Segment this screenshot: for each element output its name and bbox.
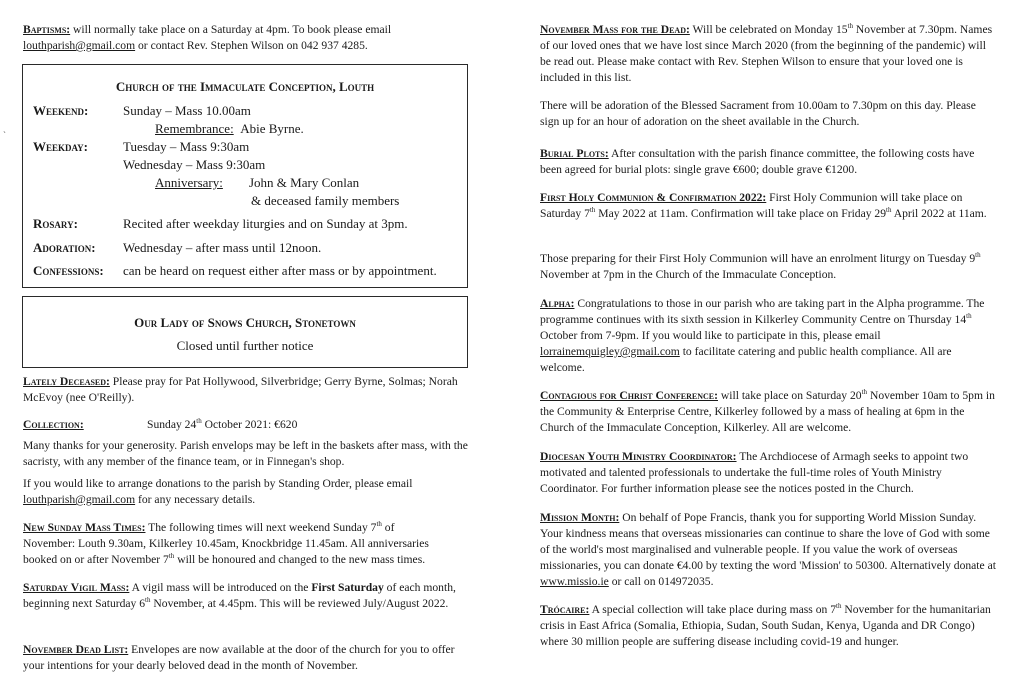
anniversary-label	[155, 175, 223, 191]
burial-plots-notice	[540, 146, 990, 178]
collection-thanks: Many thanks for your generosity. Parish envelops may be left in the baskets after mass, with the sacristy, with any member of the finance team, or in Finnegan's shop.	[23, 439, 468, 468]
vigil-text-2: of each month, beginning next Saturday 6	[23, 581, 456, 610]
box2-subtitle: Closed until further notice	[176, 338, 314, 353]
enrolment-notice	[540, 251, 996, 283]
new-sunday-heading: New Sunday Mass Times:	[23, 521, 146, 534]
standing-order-text: If you would like to arrange donations to the parish by Standing Order, please email	[23, 477, 413, 490]
enrolment-sup: th	[975, 251, 981, 260]
anniversary-label-text: Anniversary:	[155, 175, 223, 190]
mass-dead-heading: November Mass for the Dead:	[540, 23, 690, 36]
dead-list-text: Envelopes are now available at the door of the church for you to offer your intentions for your dearly beloved dead in the month of November.	[23, 643, 455, 672]
alpha-sup: th	[966, 312, 972, 321]
baptisms-notice	[23, 22, 491, 54]
mass-dead-sup: th	[847, 22, 854, 31]
november-dead-list	[23, 642, 465, 674]
contagious-text-1: will take place on Saturday 20	[718, 389, 862, 402]
adoration-text: Wednesday – after mass until 12noon.	[123, 240, 322, 255]
adoration-notice: There will be adoration of the Blessed Sacrament from 10.00am to 7.30pm on this day. Please sign up for an hour of adoration on the sheet available in the Church.	[540, 99, 976, 128]
new-sunday-text-1: The following times will next weekend Sunday 7	[145, 521, 377, 534]
new-sunday-sup-1: th	[376, 520, 382, 529]
mission-text-1: On behalf of Pope Francis, thank you for supporting World Mission Sunday. Your kindness means that overseas missionaries can continue to share the love of God with some of the world's most marginalised and vulnerable people. If you value the work of overseas missionaries, you can donate €4.00 by texting the word 'Mission' to 50300. Alternatively donate at	[540, 511, 996, 572]
our-lady-of-snows-box	[22, 296, 468, 368]
mass-dead-text-2: November at 7.30pm. Names of our loved ones that we have lost since March 2020 (from the beginning of the pandemic) will be read out. Please make contact with Rev. Stephen Wilson to ensure that your loved one is included in this list.	[540, 23, 993, 84]
vigil-bold: First Saturday	[311, 581, 384, 594]
new-sunday-mass-times	[23, 520, 433, 568]
new-sunday-text-2: of November: Louth 9.30am, Kilkerley 10.45am, Knockbridge 11.45am. All anniversaries booked on or after November 7	[23, 521, 429, 566]
alpha-heading: Alpha:	[540, 297, 575, 310]
rosary-label: Rosary:	[33, 216, 78, 231]
lately-deceased-notice	[23, 374, 473, 406]
collection-amount-date: Sunday 24	[147, 418, 197, 431]
vigil-text-1: A vigil mass will be introduced on the	[129, 581, 312, 594]
contagious-text-2: November 10am to 5pm in the Community & Enterprise Centre, Kilkerley followed by a mass of healing at 6pm in the Church of the Immaculate Conception, Kilkerley. All are welcome.	[540, 389, 995, 434]
immaculate-conception-box	[22, 64, 468, 288]
missio-link[interactable]: www.missio.ie	[540, 575, 609, 588]
trocaire-notice	[540, 602, 996, 650]
alpha-email-link[interactable]: lorrainemquigley@gmail.com	[540, 345, 680, 358]
communion-sup-2: th	[886, 206, 892, 215]
enrolment-text-2: November at 7pm in the Church of the Immaculate Conception.	[540, 268, 837, 281]
box1-title: Church of the Immaculate Conception, Louth	[115, 79, 375, 94]
dead-list-heading: November Dead List:	[23, 643, 129, 656]
anniversary-family: & deceased family members	[251, 193, 400, 208]
remembrance-label: Remembrance:	[155, 121, 234, 136]
contagious-sup: th	[861, 388, 868, 397]
collection-amount	[147, 417, 297, 433]
communion-sup-1: th	[589, 206, 596, 215]
vigil-text-3: November, at 4.45pm. This will be reviewed July/August 2022.	[150, 597, 449, 610]
enrolment-text-1: Those preparing for their First Holy Communion will have an enrolment liturgy on Tuesday 9	[540, 252, 976, 265]
weekday-label: Weekday:	[33, 139, 89, 154]
scan-speck: `	[3, 130, 6, 140]
weekday-mass-1: Tuesday – Mass 9:30am	[123, 139, 250, 154]
alpha-text-2: October from 7-9pm. If you would like to participate in this, please email	[540, 329, 881, 342]
alpha-text-1: Congratulations to those in our parish who are taking part in the Alpha programme. The programme continues with its sixth session in Kilkerley Community Centre on Thursday 14	[540, 297, 985, 326]
baptisms-text-2: or contact Rev. Stephen Wilson on 042 937 4285.	[135, 39, 368, 52]
alpha-notice	[540, 296, 996, 376]
communion-text-3: April 2022 at 11am.	[891, 207, 987, 220]
confessions-text: can be heard on request either after mass or by appointment.	[123, 263, 437, 278]
contagious-heading: Contagious for Christ Conference:	[540, 389, 718, 402]
weekend-mass: Sunday – Mass 10.00am	[123, 103, 251, 118]
remembrance-name: Abie Byrne.	[240, 121, 304, 136]
lately-deceased-text: Please pray for Pat Hollywood, Silverbridge; Gerry Byrne, Solmas; Norah McEvoy (nee O'Reilly).	[23, 375, 458, 404]
weekday-mass-2: Wednesday – Mass 9:30am	[123, 157, 266, 172]
trocaire-sup: th	[836, 602, 842, 611]
baptisms-email-link[interactable]: louthparish@gmail.com	[23, 39, 136, 52]
communion-heading: First Holy Communion & Confirmation 2022:	[540, 191, 767, 204]
vigil-sup: th	[145, 596, 151, 605]
collection-amount-value: October 2021: €620	[201, 418, 298, 431]
contagious-notice	[540, 388, 996, 436]
mass-for-dead-notice	[540, 22, 996, 86]
standing-order	[23, 476, 473, 508]
adoration-label: Adoration:	[33, 240, 96, 255]
trocaire-heading: Trócaire:	[540, 603, 590, 616]
saturday-vigil-mass	[23, 580, 475, 612]
collection-line	[23, 417, 491, 433]
burial-heading: Burial Plots:	[540, 147, 609, 160]
communion-notice	[540, 190, 996, 222]
burial-text: After consultation with the parish finance committee, the following costs have been agreed for burial plots: single grave €600; double grave €1200.	[540, 147, 975, 176]
lately-deceased-heading: Lately Deceased:	[23, 375, 110, 388]
rosary-text: Recited after weekday liturgies and on Sunday at 3pm.	[123, 216, 408, 231]
mass-dead-text-1: Will be celebrated on Monday 15	[689, 23, 848, 36]
trocaire-text-1: A special collection will take place during mass on 7	[589, 603, 837, 616]
standing-order-email-link[interactable]: louthparish@gmail.com	[23, 493, 136, 506]
vigil-heading: Saturday Vigil Mass:	[23, 581, 130, 594]
confessions-label: Confessions:	[33, 263, 104, 278]
new-sunday-text-3: will be honoured and changed to the new mass times.	[174, 553, 426, 566]
trocaire-text-2: November for the humanitarian crisis in East Africa (Somalia, Ethiopia, Sudan, South Sudan, Kenya, Uganda and DR Congo) where 30 million people are suffering disease including covid-19 and hunger.	[540, 603, 991, 648]
alpha-text-3: to facilitate catering and public health compliance. All are welcome.	[540, 345, 952, 374]
anniversary-names: John & Mary Conlan	[249, 175, 360, 190]
communion-text-1: First Holy Communion will take place on Saturday 7	[540, 191, 963, 220]
collection-amount-sup: th	[196, 417, 202, 426]
mission-heading: Mission Month:	[540, 511, 620, 524]
baptisms-heading: Baptisms:	[23, 23, 71, 36]
youth-ministry-notice	[540, 449, 996, 497]
remembrance-line	[155, 121, 304, 137]
collection-heading: Collection:	[23, 418, 84, 431]
mission-month-notice	[540, 510, 996, 590]
new-sunday-sup-2: th	[168, 552, 175, 561]
standing-order-text-2: for any necessary details.	[135, 493, 256, 506]
youth-text: The Archdiocese of Armagh seeks to appoint two motivated and talented professionals to undertake the full-time roles of Youth Ministry Coordinator. For further information please see the notices posted in the Church.	[540, 450, 969, 495]
weekend-label: Weekend:	[33, 103, 89, 118]
mission-text-2: or call on 014972035.	[608, 575, 714, 588]
youth-heading: Diocesan Youth Ministry Coordinator:	[540, 450, 737, 463]
box2-title: Our Lady of Snows Church, Stonetown	[134, 315, 356, 330]
communion-text-2: May 2022 at 11am. Confirmation will take place on Friday 29	[595, 207, 887, 220]
baptisms-text: will normally take place on a Saturday at 4pm. To book please email	[70, 23, 392, 36]
